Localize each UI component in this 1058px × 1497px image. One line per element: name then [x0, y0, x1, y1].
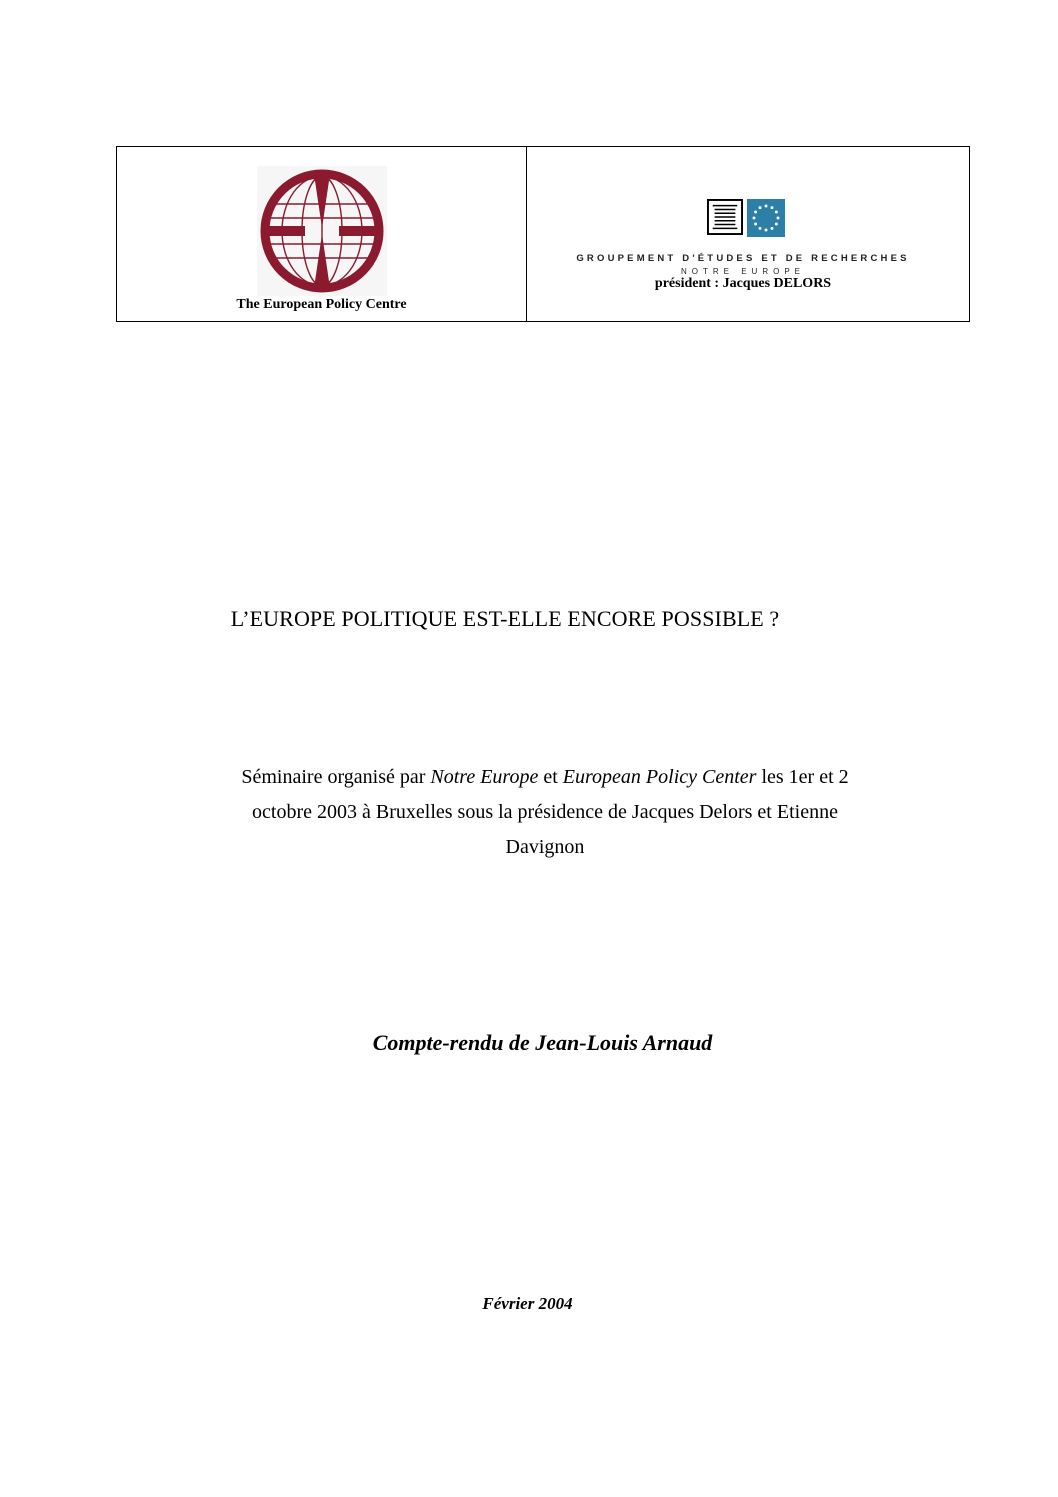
epc-logo-cell [117, 147, 527, 321]
epc-caption: The European Policy Centre [236, 297, 407, 312]
seminar-suffix: les 1er et 2 octobre 2003 à Bruxelles sous la présidence de Jacques Delors et Etienne Davignon [252, 766, 849, 858]
seminar-description [230, 760, 860, 865]
seminar-org-notre-europe: Notre Europe [430, 766, 539, 788]
notre-europe-groupement: GROUPEMENT D'ÉTUDES ET DE RECHERCHES [576, 253, 910, 264]
document-lines-icon [707, 199, 743, 235]
publication-date: Février 2004 [482, 1294, 573, 1313]
seminar-conjunction: et [538, 766, 563, 788]
epc-logo [257, 166, 387, 296]
header-box [116, 146, 970, 322]
notre-europe-name: NOTRE EUROPE [680, 267, 805, 276]
notre-europe-logo [707, 199, 785, 237]
seminar-org-epc: European Policy Center [562, 766, 757, 788]
seminar-prefix: Séminaire organisé par [241, 766, 431, 788]
notre-europe-president: président : Jacques DELORS [654, 276, 832, 291]
document-title: L’EUROPE POLITIQUE EST-ELLE ENCORE POSSIBLE ? [230, 606, 780, 631]
notre-europe-cell [527, 147, 969, 321]
report-author: Compte-rendu de Jean-Louis Arnaud [372, 1030, 713, 1055]
eu-stars-icon [747, 199, 785, 237]
